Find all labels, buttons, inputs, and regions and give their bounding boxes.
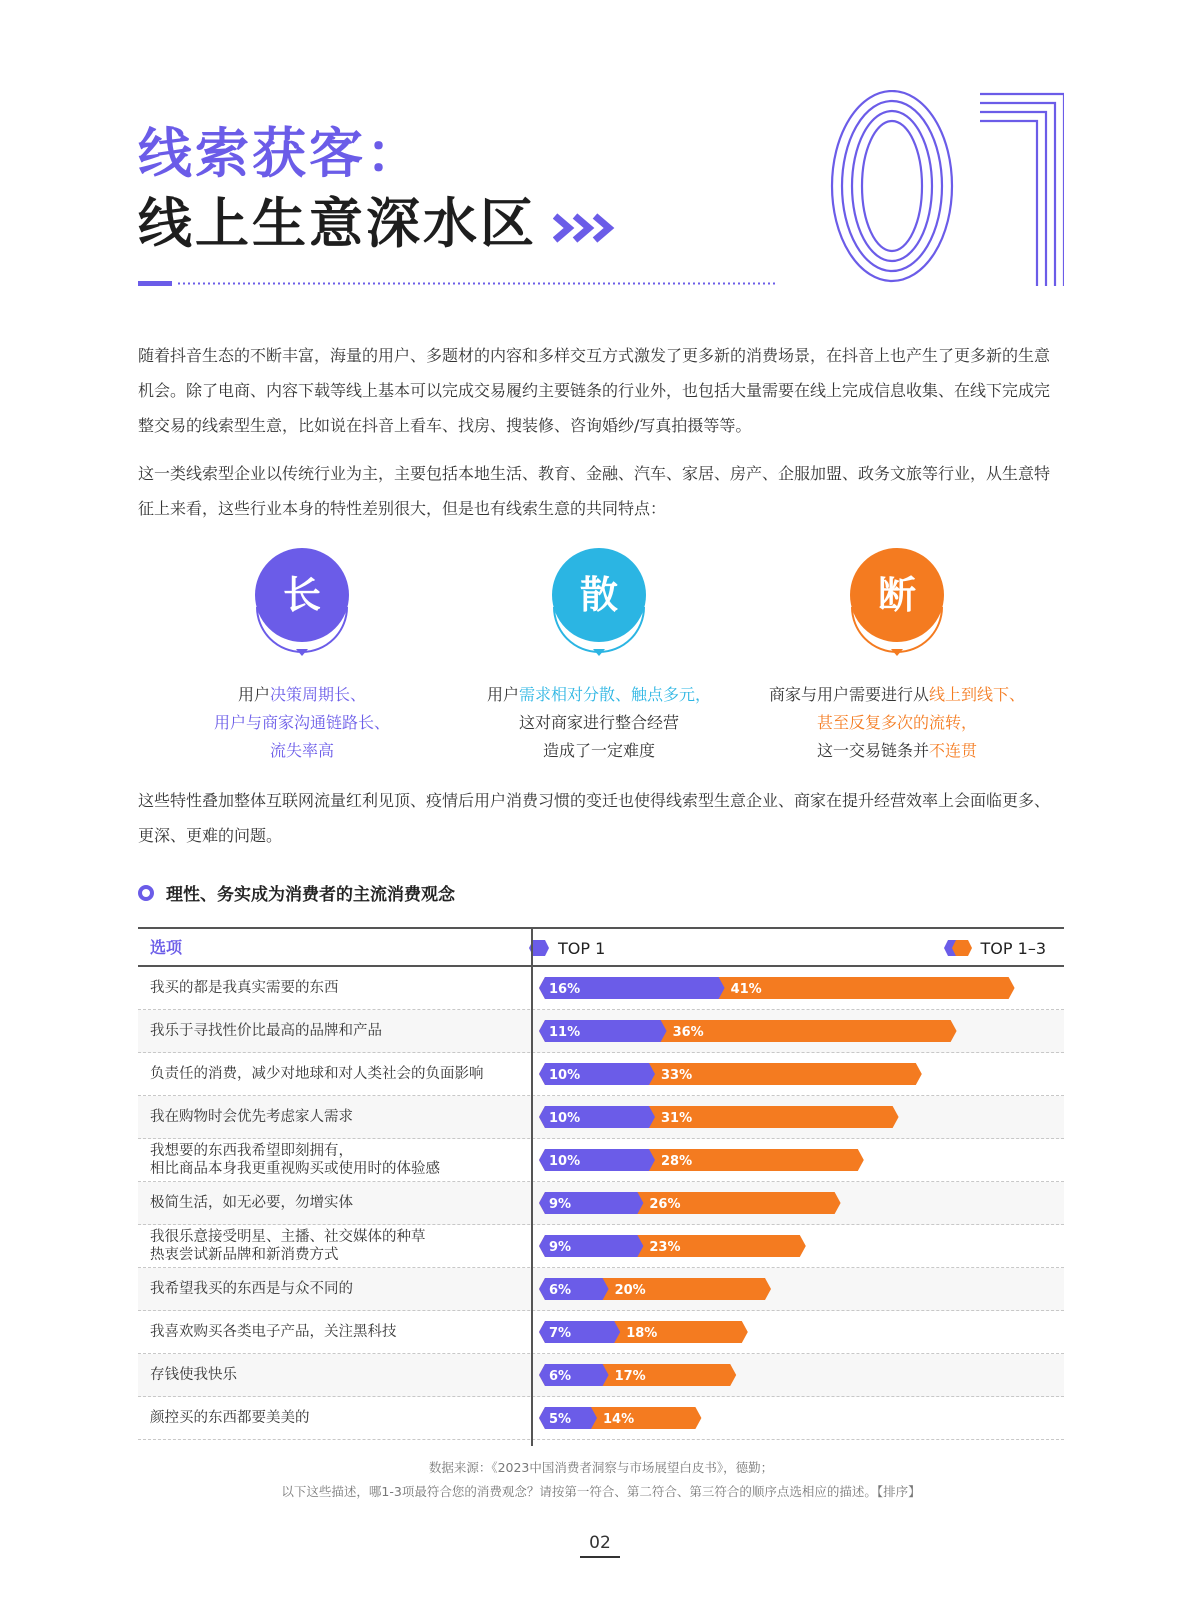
row-bars xyxy=(537,1149,1077,1171)
table-row xyxy=(138,1397,1064,1440)
row-bars xyxy=(537,977,1077,999)
table-row xyxy=(138,1096,1064,1139)
label-top1-3: 17% xyxy=(614,1369,646,1384)
chart-title: 理性、务实成为消费者的主流消费观念 xyxy=(138,880,455,905)
feature-circle xyxy=(244,545,360,661)
row-label: 颜控买的东西都要美美的 xyxy=(150,1410,310,1426)
row-label: 存钱使我快乐 xyxy=(150,1367,237,1383)
row-label: 我乐于寻找性价比最高的品牌和产品 xyxy=(150,1023,382,1039)
feature-text: 用户需求相对分散、触点多元， 这对商家进行整合经营 造成了一定难度 xyxy=(486,685,712,760)
title-line-2: 线上生意深水区 xyxy=(138,192,537,255)
row-bars xyxy=(537,1020,1077,1042)
row-label: 我很乐意接受明星、主播、社交媒体的种草 热衷尝试新品牌和新消费方式 xyxy=(150,1229,426,1263)
chart-table xyxy=(138,927,1064,1440)
label-top1: 5% xyxy=(549,1412,572,1427)
row-bars xyxy=(537,1364,1077,1386)
row-label: 我喜欢购买各类电子产品，关注黑科技 xyxy=(150,1324,397,1340)
section-number-01 xyxy=(830,90,1064,290)
label-top1: 16% xyxy=(549,982,581,997)
label-top1-3: 41% xyxy=(730,982,762,997)
label-top1-3: 31% xyxy=(661,1111,693,1126)
label-top1-3: 23% xyxy=(649,1240,681,1255)
table-row xyxy=(138,1010,1064,1053)
table-row xyxy=(138,1225,1064,1268)
outro-paragraph: 这些特性叠加整体互联网流量红利见顶、疫情后用户消费习惯的变迁也使得线索型生意企业、商家在提升经营效率上会面临更多、更深、更难的问题。 xyxy=(138,791,1051,845)
label-top1: 11% xyxy=(549,1025,581,1040)
label-top1-3: 33% xyxy=(661,1068,693,1083)
table-row xyxy=(138,1182,1064,1225)
row-label: 我在购物时会优先考虑家人需求 xyxy=(150,1109,353,1125)
feature-long xyxy=(152,545,452,765)
hexagon-double-icon xyxy=(943,939,973,957)
column-header-options: 选项 xyxy=(150,938,183,957)
row-bars xyxy=(537,1321,1077,1343)
feature-text: 用户决策周期长、 用户与商家沟通链路长、 流失率高 xyxy=(213,685,390,760)
label-top1-3: 26% xyxy=(649,1197,681,1212)
row-bars xyxy=(537,1235,1077,1257)
legend-top1-3 xyxy=(943,929,1046,967)
row-bars xyxy=(537,1063,1077,1085)
row-label: 极简生活，如无必要，勿增实体 xyxy=(150,1195,353,1211)
label-top1-3: 28% xyxy=(661,1154,693,1169)
legend-top1 xyxy=(528,929,605,967)
chart-rows xyxy=(138,967,1064,1440)
ring-bullet-icon xyxy=(138,885,154,901)
row-label: 我买的都是我真实需要的东西 xyxy=(150,980,339,996)
table-row xyxy=(138,1268,1064,1311)
legend-label-top1-3: TOP 1–3 xyxy=(980,938,1046,958)
table-row xyxy=(138,1139,1064,1182)
row-bars xyxy=(537,1407,1077,1429)
source-note xyxy=(138,1456,1064,1504)
chevron-triple-icon xyxy=(553,212,617,244)
table-row xyxy=(138,1354,1064,1397)
label-top1-3: 36% xyxy=(672,1025,704,1040)
table-row xyxy=(138,1053,1064,1096)
feature-scatter xyxy=(449,545,749,765)
feature-broken xyxy=(747,545,1047,765)
row-bars xyxy=(537,1278,1077,1300)
label-top1-3: 14% xyxy=(603,1412,635,1427)
table-row xyxy=(138,1311,1064,1354)
label-top1: 6% xyxy=(549,1283,572,1298)
row-label: 我希望我买的东西是与众不同的 xyxy=(150,1281,353,1297)
table-row xyxy=(138,967,1064,1010)
source-line-1: 数据来源：《2023中国消费者洞察与市场展望白皮书》，德勤； xyxy=(428,1460,774,1475)
label-top1: 10% xyxy=(549,1154,581,1169)
label-top1-3: 18% xyxy=(626,1326,658,1341)
label-top1: 10% xyxy=(549,1111,581,1126)
legend-label-top1: TOP 1 xyxy=(558,938,606,958)
feature-char: 长 xyxy=(282,573,321,617)
label-top1: 7% xyxy=(549,1326,572,1341)
label-top1: 9% xyxy=(549,1197,572,1212)
row-label: 我想要的东西我希望即刻拥有， 相比商品本身我更重视购买或使用时的体验感 xyxy=(150,1143,440,1177)
label-top1: 9% xyxy=(549,1240,572,1255)
label-top1-3: 20% xyxy=(614,1283,646,1298)
row-label: 负责任的消费，减少对地球和对人类社会的负面影响 xyxy=(150,1066,484,1082)
page-number: 02 xyxy=(580,1530,620,1558)
table-column-divider xyxy=(531,927,533,1446)
feature-text: 商家与用户需要进行从线上到线下、 甚至反复多次的流转， 这一交易链条并不连贯 xyxy=(768,685,1026,760)
feature-char: 散 xyxy=(579,573,618,617)
feature-circle xyxy=(839,545,955,661)
title-line-1: 线索获客： xyxy=(138,122,423,185)
row-bars xyxy=(537,1192,1077,1214)
row-bars xyxy=(537,1106,1077,1128)
title-divider xyxy=(138,281,778,287)
intro-paragraph-1: 随着抖音生态的不断丰富，海量的用户、多题材的内容和多样交互方式激发了更多新的消费场景，在抖音上也产生了更多新的生意机会。除了电商、内容下载等线上基本可以完成交易履约主要链条的行业外，也包括大量需要在线上完成信息收集、在线下完成完整交易的线索型生意，比如说在抖音上看车、找房、搜装修、咨询婚纱/写真拍摄等等。 xyxy=(138,346,1051,435)
intro-paragraph-2: 这一类线索型企业以传统行业为主，主要包括本地生活、教育、金融、汽车、家居、房产、企服加盟、政务文旅等行业，从生意特征上来看，这些行业本身的特性差别很大，但是也有线索生意的共同特点： xyxy=(138,464,1051,518)
label-top1: 6% xyxy=(549,1369,572,1384)
source-line-2: 以下这些描述，哪1-3项最符合您的消费观念？请按第一符合、第二符合、第三符合的顺序点选相应的描述。【排序】 xyxy=(281,1484,921,1499)
chart-header xyxy=(138,927,1064,967)
label-top1: 10% xyxy=(549,1068,581,1083)
feature-circle xyxy=(541,545,657,661)
feature-char: 断 xyxy=(877,573,916,617)
